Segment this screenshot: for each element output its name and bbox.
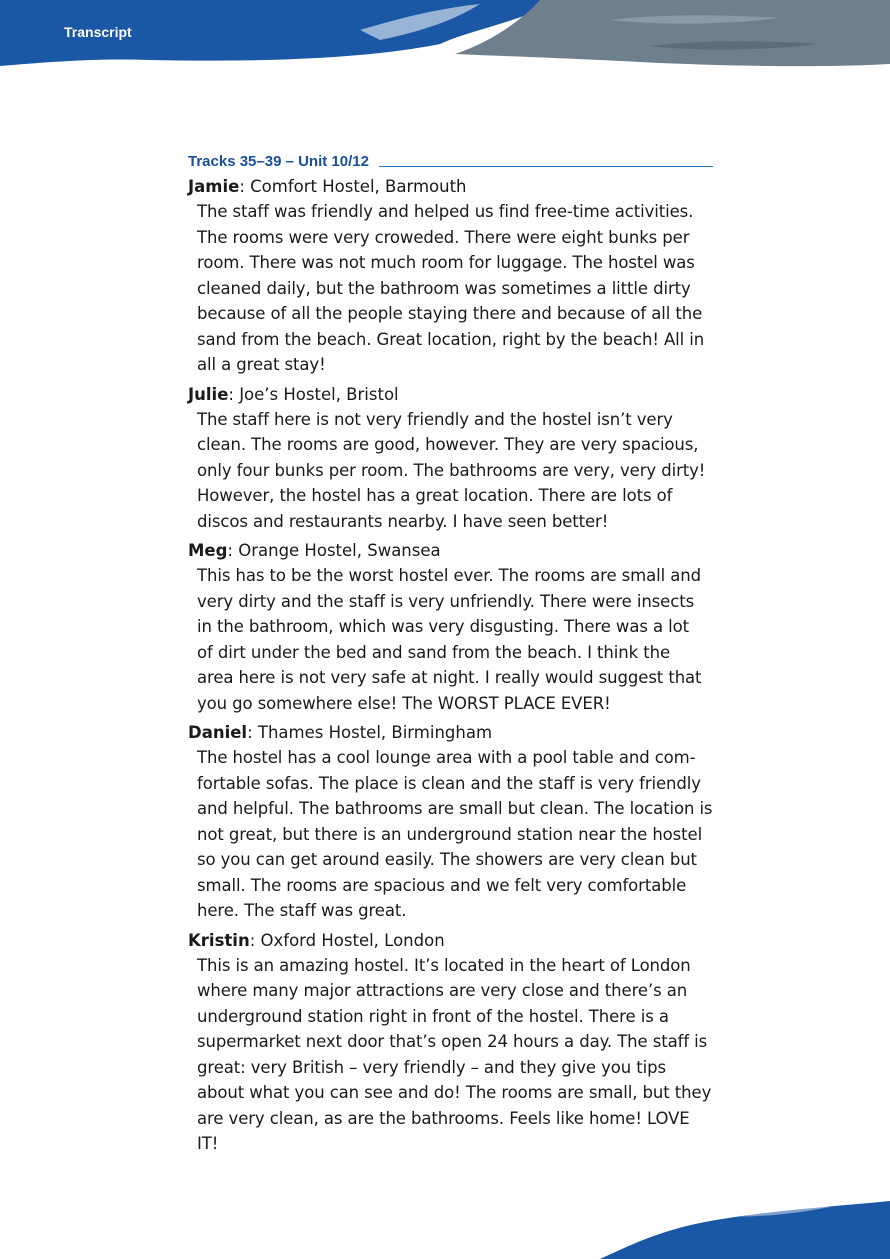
reviewer-name: Kristin xyxy=(188,930,250,950)
review-line: not great, but there is an underground station near the hostel xyxy=(197,824,703,844)
review-text xyxy=(197,953,713,1157)
hostel-name: : Comfort Hostel, Barmouth xyxy=(239,177,467,196)
review-line: fortable sofas. The place is clean and the staff is very friendly xyxy=(197,773,701,793)
review-line: clean. The rooms are good, however. They are very spacious, xyxy=(197,435,699,454)
review-line: underground station right in front of the hostel. There is a xyxy=(197,1006,669,1026)
hostel-name: : Orange Hostel, Swansea xyxy=(227,541,441,560)
review-text xyxy=(197,563,713,716)
review-line: small. The rooms are spacious and we felt very comfortable xyxy=(197,875,687,895)
reviewer-line xyxy=(188,928,713,953)
review-line: very dirty and the staff is very unfriendly. There were insects xyxy=(197,591,695,611)
review-line: However, the hostel has a great location. There are lots of xyxy=(197,486,673,505)
review-text xyxy=(197,745,713,924)
review-line: where many major attractions are very close and there’s an xyxy=(197,981,688,1000)
reviewer-line xyxy=(188,720,713,745)
heading-rule xyxy=(379,166,713,167)
review-line: here. The staff was great. xyxy=(197,901,407,920)
review-line: of dirt under the bed and sand from the beach. I think the xyxy=(197,642,670,662)
reviewer-name: Jamie xyxy=(188,177,240,196)
reviewer-line xyxy=(188,174,713,199)
review-line: and helpful. The bathrooms are small but clean. The location is xyxy=(197,799,713,818)
review-line: The hostel has a cool lounge area with a pool table and com- xyxy=(197,748,696,767)
reviewer-line xyxy=(188,538,713,563)
review-entry xyxy=(188,382,713,535)
review-line: in the bathroom, which was very disgusting. There was a lot xyxy=(197,617,689,636)
review-line: are very clean, as are the bathrooms. Feels like home! LOVE IT! xyxy=(197,1108,690,1153)
review-line: The staff was friendly and helped us find free-time activities. xyxy=(197,202,694,221)
hostel-name: : Thames Hostel, Birmingham xyxy=(247,723,493,742)
review-line: all a great stay! xyxy=(197,355,326,374)
review-line: discos and restaurants nearby. I have seen better! xyxy=(197,511,609,531)
review-entry xyxy=(188,720,713,924)
hostel-name: : Joe’s Hostel, Bristol xyxy=(228,384,399,404)
review-text xyxy=(197,199,713,378)
review-line: because of all the people staying there and because of all the xyxy=(197,304,703,323)
review-line: sand from the beach. Great location, right by the beach! All in xyxy=(197,329,705,349)
review-line: about what you can see and do! The rooms are small, but they xyxy=(197,1083,712,1102)
track-heading xyxy=(188,150,713,170)
review-entry xyxy=(188,928,713,1157)
track-heading-text: Tracks 35–39 – Unit 10/12 xyxy=(188,153,369,170)
review-line: only four bunks per room. The bathrooms are very, very dirty! xyxy=(197,460,706,480)
top-banner-brushstroke xyxy=(0,0,890,110)
review-line: area here is not very safe at night. I really would suggest that xyxy=(197,668,702,687)
review-line: The rooms were very croweded. There were eight bunks per xyxy=(197,227,690,247)
review-line: cleaned daily, but the bathroom was sometimes a little dirty xyxy=(197,278,691,298)
hostel-name: : Oxford Hostel, London xyxy=(249,930,445,950)
transcript-content xyxy=(188,150,713,1157)
review-line: This has to be the worst hostel ever. The rooms are small and xyxy=(197,566,702,585)
review-line: supermarket next door that’s open 24 hours a day. The staff is xyxy=(197,1032,708,1051)
bottom-banner-brushstroke xyxy=(0,1185,890,1259)
review-entry xyxy=(188,538,713,716)
review-entry xyxy=(188,174,713,378)
reviewer-name: Julie xyxy=(188,384,229,404)
reviewer-line xyxy=(188,382,713,407)
reviewer-name: Meg xyxy=(188,541,228,560)
review-line: room. There was not much room for luggage. The hostel was xyxy=(197,253,695,272)
reviewer-name: Daniel xyxy=(188,723,248,742)
review-line: so you can get around easily. The showers are very clean but xyxy=(197,850,697,869)
review-line: great: very British – very friendly – and they give you tips xyxy=(197,1057,667,1077)
review-text xyxy=(197,407,713,535)
review-line: The staff here is not very friendly and the hostel isn’t very xyxy=(197,409,673,429)
review-line: you go somewhere else! The WORST PLACE EVER! xyxy=(197,693,611,713)
header-label: Transcript xyxy=(64,24,132,40)
review-line: This is an amazing hostel. It’s located in the heart of London xyxy=(197,955,691,975)
